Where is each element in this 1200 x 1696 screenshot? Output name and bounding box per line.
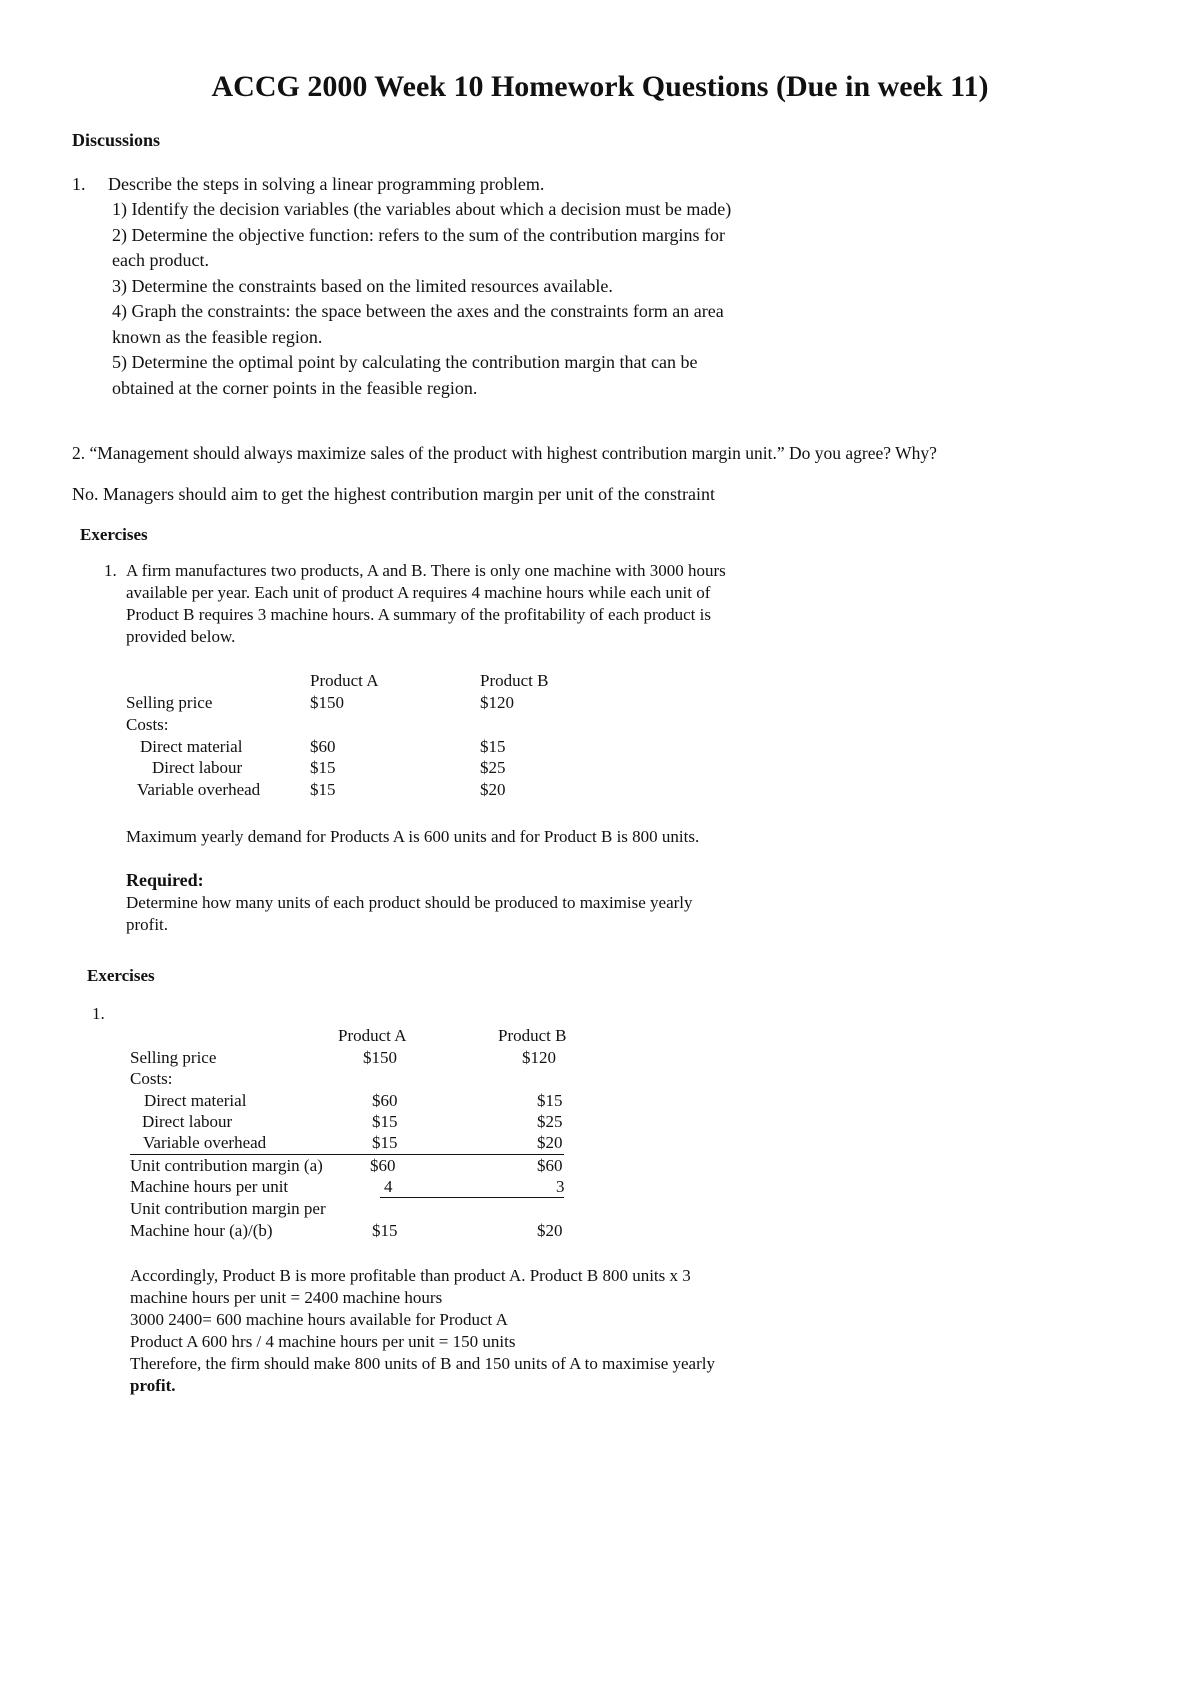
cost-label: Variable overhead (137, 780, 261, 799)
mh-label: Machine hours per unit (130, 1177, 289, 1196)
solution-cost-label: Variable overhead (143, 1133, 267, 1152)
discussion-q2-question: 2. “Management should always maximize sales of the product with highest contribution margin unit.” Do you agree? Why? (72, 443, 937, 463)
col-header-product-b: Product B (480, 671, 549, 690)
selling-price-a: $150 (310, 693, 344, 712)
mh-a: 4 (384, 1177, 393, 1196)
answer-line: 1) Identify the decision variables (the variables about which a decision must be made) (112, 199, 732, 219)
solution-cost-label: Direct material (144, 1091, 247, 1110)
ucm-a: $60 (370, 1156, 396, 1175)
cost-label: Direct labour (152, 758, 243, 777)
intro-line: A firm manufactures two products, A and B. There is only one machine with 3000 hours (126, 561, 726, 580)
required-line: Determine how many units of each product should be produced to maximise yearly (126, 893, 693, 912)
cost-b: $20 (480, 780, 506, 799)
intro-line: available per year. Each unit of product A requires 4 machine hours while each unit of (126, 583, 711, 602)
solution-col-product-a: Product A (338, 1026, 407, 1045)
exercise-number: 1. (104, 561, 117, 580)
answer-line: 5) Determine the optimal point by calculating the contribution margin that can be (112, 352, 698, 372)
cost-a: $15 (310, 780, 336, 799)
exercises-heading: Exercises (80, 525, 148, 544)
demand-text: Maximum yearly demand for Products A is 600 units and for Product B is 800 units. (126, 827, 700, 846)
costs-label: Costs: (126, 715, 169, 734)
cost-a: $15 (310, 758, 336, 777)
cost-label: Direct material (140, 737, 243, 756)
page-title: ACCG 2000 Week 10 Homework Questions (Due in week 11) (211, 70, 989, 103)
solution-cost-b: $20 (537, 1133, 563, 1152)
required-text (126, 892, 693, 936)
required-line: profit. (126, 915, 169, 934)
ucmmh-label-2: Machine hour (a)/(b) (130, 1221, 273, 1240)
solution-cost-b: $15 (537, 1091, 563, 1110)
conclusion-line: machine hours per unit = 2400 machine hours (130, 1288, 443, 1307)
solution-cost-a: $15 (372, 1112, 398, 1131)
col-header-product-a: Product A (310, 671, 379, 690)
hours-rule (380, 1197, 564, 1198)
cost-b: $15 (480, 737, 506, 756)
discussion-q2-answer: No. Managers should aim to get the highest contribution margin per unit of the constraint (72, 484, 716, 504)
solution-cost-a: $60 (372, 1091, 398, 1110)
ucm-b: $60 (537, 1156, 563, 1175)
conclusion-text (130, 1265, 715, 1397)
solution-selling-price-label: Selling price (130, 1048, 217, 1067)
solution-number: 1. (92, 1004, 105, 1023)
cost-b: $25 (480, 758, 506, 777)
answer-line: each product. (112, 250, 209, 270)
discussions-heading: Discussions (72, 130, 161, 150)
answer-line: 2) Determine the objective function: refers to the sum of the contribution margins for (112, 224, 725, 245)
answer-line: 4) Graph the constraints: the space between the axes and the constraints form an area (112, 301, 724, 321)
conclusion-line: Accordingly, Product B is more profitable than product A. Product B 800 units x 3 (130, 1266, 691, 1285)
solution-cost-label: Direct labour (142, 1112, 233, 1131)
selling-price-b: $120 (480, 693, 514, 712)
intro-line: provided below. (126, 627, 236, 646)
ucm-label: Unit contribution margin (a) (130, 1156, 323, 1175)
solution-cost-a: $15 (372, 1133, 398, 1152)
conclusion-line: 3000 2400= 600 machine hours available for Product A (130, 1310, 508, 1329)
ucmmh-b: $20 (537, 1221, 563, 1240)
solution-selling-price-b: $120 (522, 1048, 556, 1067)
discussion-q1-answer (112, 197, 731, 401)
solution-selling-price-a: $150 (363, 1048, 397, 1067)
ucmmh-label-1: Unit contribution margin per (130, 1199, 326, 1218)
intro-line: Product B requires 3 machine hours. A summary of the profitability of each product is (126, 605, 711, 624)
conclusion-line: profit. (130, 1376, 176, 1395)
solution-cost-b: $25 (537, 1112, 563, 1131)
solution-col-product-b: Product B (498, 1026, 567, 1045)
answer-line: known as the feasible region. (112, 326, 323, 347)
discussion-q1-question: Describe the steps in solving a linear programming problem. (108, 174, 545, 194)
exercise-intro (126, 560, 726, 648)
required-label: Required: (126, 870, 204, 890)
solution-costs-label: Costs: (130, 1069, 173, 1088)
discussion-q1-number: 1. (72, 174, 86, 194)
answer-line: 3) Determine the constraints based on the limited resources available. (112, 275, 613, 296)
selling-price-label: Selling price (126, 693, 213, 712)
solution-heading: Exercises (87, 966, 155, 985)
conclusion-line: Therefore, the firm should make 800 units of B and 150 units of A to maximise yearly (130, 1354, 715, 1373)
answer-line: obtained at the corner points in the feasible region. (112, 377, 478, 398)
conclusion-line: Product A 600 hrs / 4 machine hours per unit = 150 units (130, 1332, 516, 1351)
mh-b: 3 (556, 1177, 565, 1196)
cost-a: $60 (310, 737, 336, 756)
ucmmh-a: $15 (372, 1221, 398, 1240)
